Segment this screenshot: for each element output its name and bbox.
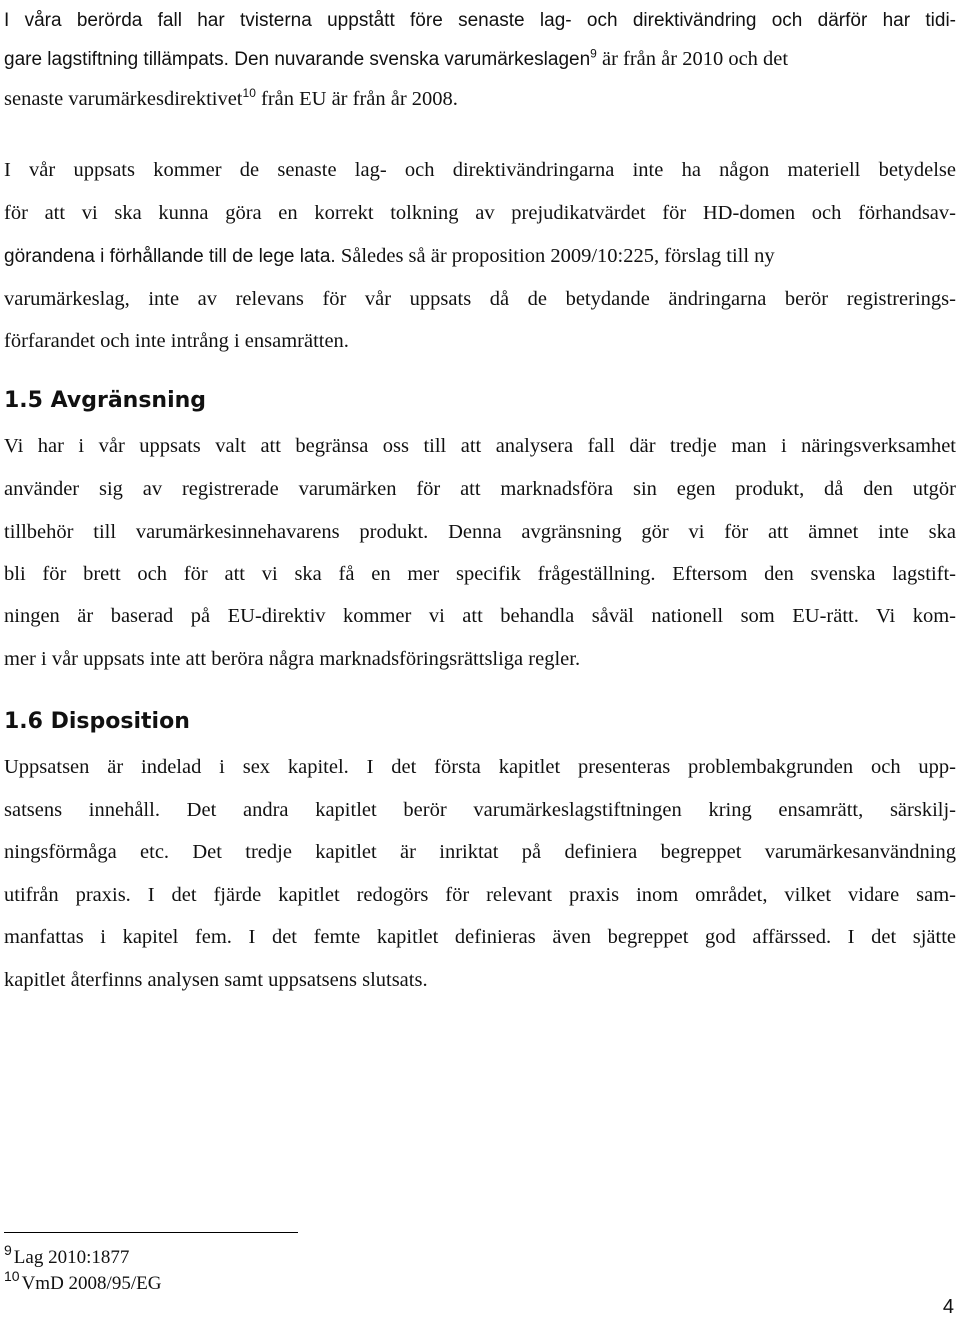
footnote-9-text: Lag 2010:1877 [13, 1247, 130, 1268]
section15-line-1: Vi har i vår uppsats valt att begränsa oss till att analysera fall där tredje man i näringsverksamhet [4, 435, 956, 457]
para2-line-2: för att vi ska kunna göra en korrekt tolkning av prejudikatvärdet för HD-domen och förhandsav- [4, 202, 956, 224]
section16-line-6: kapitlet återfinns analysen samt uppsatsens slutsats. [4, 969, 428, 991]
intro-line-2-tail: är från år 2010 och det [596, 48, 789, 70]
section-heading-disposition: 1.6 Disposition [4, 709, 190, 734]
para2-line-3 [4, 243, 775, 270]
para2-line-1: I vår uppsats kommer de senaste lag- och direktivändringarna inte ha någon materiell betydelse [4, 159, 956, 181]
section15-line-6: mer i vår uppsats inte att beröra några marknadsföringsrättsliga regler. [4, 648, 581, 670]
intro-line-3-text: senaste varumärkesdirektivet [4, 88, 243, 110]
intro-line-3 [4, 86, 458, 112]
intro-line-2 [4, 46, 788, 73]
section16-line-3: ningsförmåga etc. Det tredje kapitlet är inriktat på definiera begreppet varumärkesanvändning [4, 841, 956, 863]
section15-line-5: ningen är baserad på EU-direktiv kommer vi att behandla såväl nationell som EU-rätt. Vi kom- [4, 605, 956, 627]
section16-line-2: satsens innehåll. Det andra kapitlet berör varumärkeslagstiftningen kring ensamrätt, särskilj- [4, 799, 956, 821]
footnote-9-mark: 9 [4, 1242, 12, 1258]
intro-line-1: I våra berörda fall har tvisterna uppstått före senaste lag- och direktivändring och därför har tidi- [4, 10, 956, 31]
section15-line-3: tillbehör till varumärkesinnehavarens produkt. Denna avgränsning gör vi för att ämnet inte ska [4, 521, 956, 543]
para2-line-5: förfarandet och inte intrång i ensamrätten. [4, 330, 349, 352]
footnote-10 [4, 1268, 162, 1296]
footnote-10-text: VmD 2008/95/EG [21, 1273, 162, 1294]
para2-line-4: varumärkeslag, inte av relevans för vår uppsats då de betydande ändringarna berör registrerings- [4, 288, 956, 310]
section15-line-2: använder sig av registrerade varumärken för att marknadsföra sin egen produkt, då den utgör [4, 478, 956, 500]
footnote-9 [4, 1242, 130, 1270]
footnote-ref-10: 10 [242, 86, 256, 101]
page-number: 4 [942, 1296, 954, 1318]
section16-line-1: Uppsatsen är indelad i sex kapitel. I det första kapitlet presenteras problembakgrunden och upp- [4, 756, 956, 778]
footnote-separator [4, 1232, 298, 1233]
para2-line-3-serif: Således så är proposition 2009/10:225, förslag till ny [335, 245, 775, 267]
footnote-ref-9: 9 [590, 46, 597, 61]
section16-line-4: utifrån praxis. I det fjärde kapitlet redogörs för relevant praxis inom området, vilket vidare sam- [4, 884, 956, 906]
intro-line-3-tail: från EU är från år 2008. [255, 88, 458, 110]
section16-line-5: manfattas i kapitel fem. I det femte kapitlet definieras även begreppet god affärssed. I det sjätte [4, 926, 956, 948]
para2-line-3-sans: görandena i förhållande till de lege lata. [4, 246, 336, 267]
section-heading-avgransning: 1.5 Avgränsning [4, 388, 207, 413]
section15-line-4: bli för brett och för att vi ska få en mer specifik frågeställning. Eftersom den svenska lagstift- [4, 563, 956, 585]
footnote-10-mark: 10 [4, 1268, 20, 1284]
intro-line-2-text: gare lagstiftning tillämpats. Den nuvarande svenska varumärkeslagen [4, 49, 591, 70]
